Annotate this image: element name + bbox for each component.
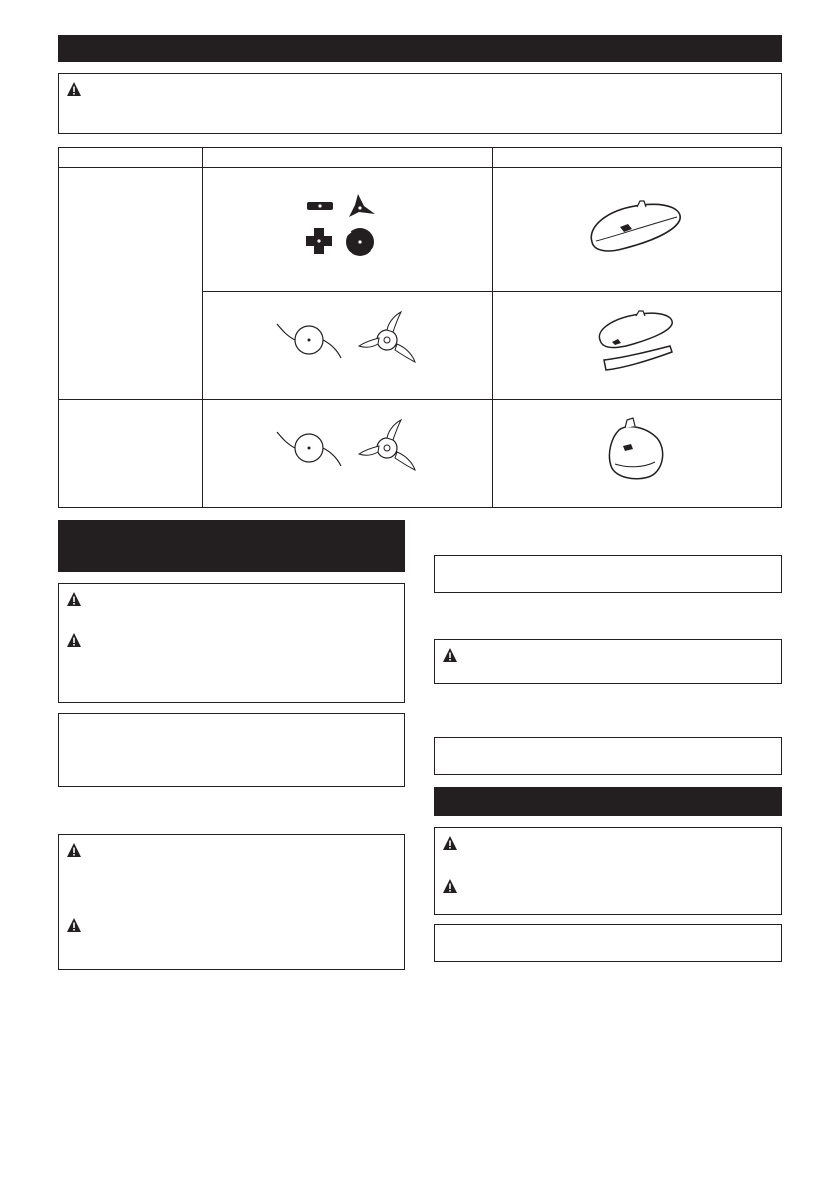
protector-tall-icon (597, 416, 677, 486)
table-header-row (59, 148, 782, 168)
right-warning-box-2 (434, 827, 782, 915)
nylon-head-cell-2 (202, 400, 492, 508)
metal-blades-icon (292, 192, 402, 262)
protector-with-extension-icon (592, 308, 682, 378)
protector-cell (492, 168, 781, 292)
warning-triangle-icon (66, 591, 82, 607)
protector-extension-cell (492, 292, 781, 400)
warning-triangle-icon (66, 842, 82, 858)
warning-triangle-icon (442, 835, 458, 851)
protector-tall-cell (492, 400, 781, 508)
right-note-box-3 (434, 924, 782, 962)
table-header-cell (492, 148, 781, 168)
protector-icon (582, 197, 692, 257)
nylon-head-cell (202, 292, 492, 400)
table-row (59, 168, 782, 292)
right-section-heading (434, 787, 782, 816)
metal-blades-cell (202, 168, 492, 292)
top-warning-box (58, 73, 782, 134)
combination-table (58, 147, 782, 508)
right-warning-box (434, 639, 782, 684)
warning-triangle-icon (66, 632, 82, 648)
table-row (59, 400, 782, 508)
warning-triangle-icon (442, 647, 458, 663)
left-warning-box-1 (58, 583, 405, 703)
left-section-heading (58, 520, 405, 572)
right-note-box-1 (434, 555, 782, 593)
warning-triangle-icon (442, 878, 458, 894)
left-note-box (58, 713, 405, 787)
table-header-cell (202, 148, 492, 168)
table-row-label (59, 168, 203, 400)
nylon-and-plastic-blade-icon (267, 308, 427, 378)
warning-triangle-icon (66, 81, 82, 97)
right-note-box-2 (434, 737, 782, 775)
top-heading-bar (58, 35, 782, 62)
table-header-cell (59, 148, 203, 168)
left-warning-box-2 (58, 834, 405, 970)
warning-triangle-icon (66, 917, 82, 933)
table-row-label (59, 400, 203, 508)
nylon-and-plastic-blade-icon (267, 416, 427, 486)
